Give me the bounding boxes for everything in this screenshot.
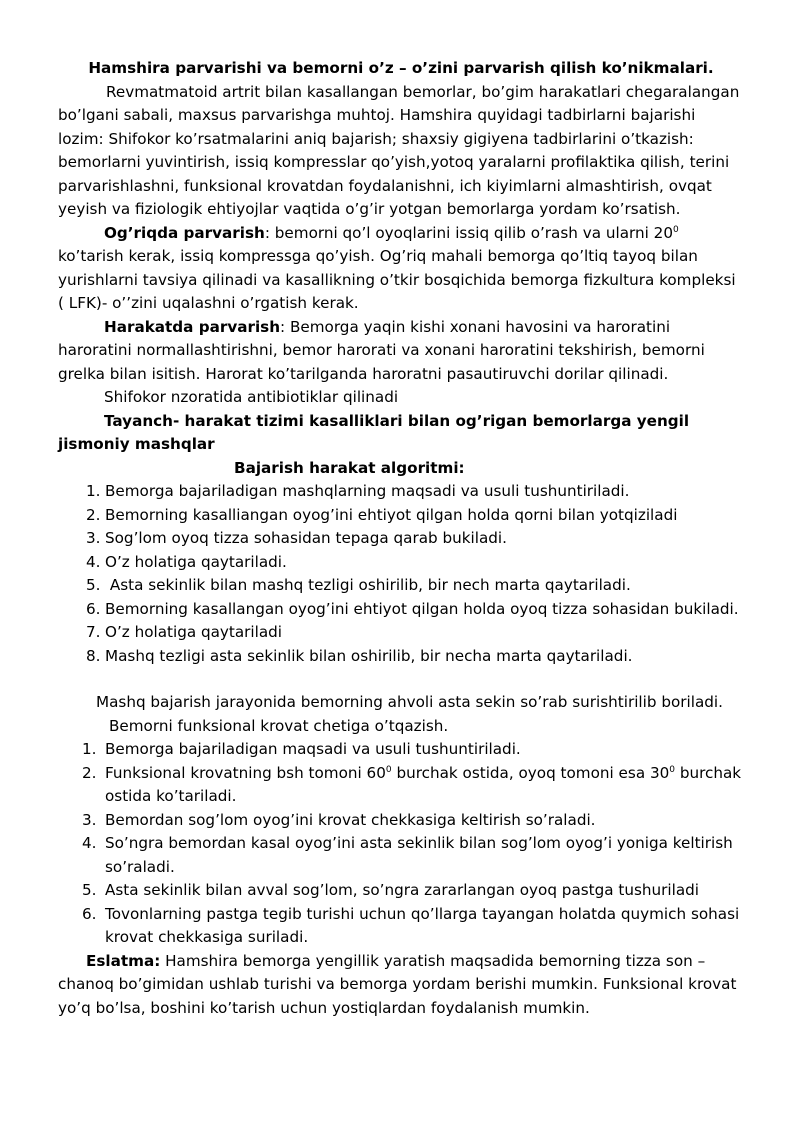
exercise-heading: Tayanch- harakat tizimi kasalliklari bilan og’rigan bemorlarga yengil jismoniy mashqlar xyxy=(58,411,690,453)
pain-care-paragraph xyxy=(58,222,744,316)
bed-steps-list xyxy=(58,738,744,950)
intro-paragraph: Revmatmatoid artrit bilan kasallangan bemorlar, bo’gim harakatlari chegaralangan bo’lgani sabali, maxsus parvarishga muhtoj. Hamshira quyidagi tadbirlarni bajarishi lozim: Shifokor ko’rsatmalarini aniq bajarish; shaxsiy gigiyena tadbirlarini o’tkazish: bemorlarni yuvintirish, issiq kompresslar qo’yish,yotoq yaralarni profilaktika qilish, terini parvarishlashni, funksional krovatdan foydalanishni, ich kiyimlarni almashtirish, ovqat yeyish va fiziologik ehtiyojlar vaqtida o’g’ir yotgan bemorlarga yordam ko’rsatish. xyxy=(58,82,740,218)
algorithm-title: Bajarish harakat algoritmi: xyxy=(234,458,465,477)
document-title: Hamshira parvarishi va bemorni o’z – o’zini parvarish qilish ko’nikmalari. xyxy=(88,59,714,77)
exercise-note: Mashq bajarish jarayonida bemorning ahvoli asta sekin so’rab surishtirilib boriladi. xyxy=(96,693,723,711)
list-item: 8. Mashq tezligi asta sekinlik bilan oshirilib, bir necha marta qaytariladi. xyxy=(86,646,633,665)
list-item: 5. Asta sekinlik bilan mashq tezligi oshirilib, bir nech marta qaytariladi. xyxy=(86,576,631,594)
pain-care-text-b: ko’tarish kerak, issiq kompressga qo’yish. Og’riq mahali bemorga qo’ltiq tayoq bilan yurishlarni tavsiya qilinadi va kasallikning o’tkir bosqichida bemorga fizkultura kompleksi ( LFK)- o’’zini uqalashni o’rgatish kerak. xyxy=(58,247,736,312)
list-item: 3. Sog’lom oyoq tizza sohasidan tepaga qarab bukiladi. xyxy=(86,529,507,547)
motion-care-paragraph xyxy=(58,316,744,387)
note-label: Eslatma: xyxy=(86,951,161,970)
list-item: 1. Bemorga bajariladigan maqsadi va usuli tushuntiriladi. xyxy=(82,740,521,758)
list-item: 7. O’z holatiga qaytariladi xyxy=(86,623,283,641)
degree-sign: 0 xyxy=(385,764,392,775)
list-item: 1. Bemorga bajariladigan mashqlarning maqsadi va usuli tushuntiriladi. xyxy=(86,482,630,500)
degree-sign: 0 xyxy=(669,764,676,775)
list-item: 6. Tovonlarning pastga tegib turishi uchun qo’llarga tayangan holatda quymich sohasi krovat chekkasiga suriladi. xyxy=(82,904,740,946)
list-item: 2. Funksional krovatning bsh tomoni $60^0$ burchak ostida, oyoq tomoni esa $30^0$ burchak ostida ko’tariladi. xyxy=(82,763,742,805)
list-item: 3. Bemordan sog’lom oyog’ini krovat chekkasiga keltirish so’raladi. xyxy=(82,810,596,829)
motion-care-text: : Bemorga yaqin kishi xonani havosini va haroratini haroratini normallashtirishni, bemor harorati va xonani haroratini tekshirish, bemorni grelka bilan isitish. Harorat ko’tarilganda haroratni pasautiruvchi dorilar qilinadi. xyxy=(58,317,705,383)
list-item: 6. Bemorning kasallangan oyog’ini ehtiyot qilgan holda oyoq tizza sohasidan bukiladi. xyxy=(86,599,739,618)
algorithm-list xyxy=(58,480,744,668)
pain-care-label: Og’riqda parvarish xyxy=(104,223,265,242)
pain-care-text-a: : bemorni qo’l oyoqlarini issiq qilib o’rash va ularni 20 xyxy=(264,223,673,242)
antibiotics-line: Shifokor nzoratida antibiotiklar qilinadi xyxy=(104,388,399,406)
note-text: Hamshira bemorga yengillik yaratish maqsadida bemorning tizza son – chanoq bo’gimidan ushlab turishi va bemorga yordam berishi mumkin. Funksional krovat yo’q bo’lsa, boshini ko’tarish uchun yostiqlardan foydalanish mumkin. xyxy=(58,951,737,1017)
list-item: 2. Bemorning kasalliangan oyog’ini ehtiyot qilgan holda qorni bilan yotqiziladi xyxy=(86,505,678,524)
list-item: 4. O’z holatiga qaytariladi. xyxy=(86,552,287,571)
spacer xyxy=(58,668,744,691)
list-item: 4. So’ngra bemordan kasal oyog’ini asta sekinlik bilan sog’lom oyog’i yoniga keltirish so’raladi. xyxy=(82,834,733,876)
motion-care-label: Harakatda parvarish xyxy=(104,317,281,336)
list-item: 5. Asta sekinlik bilan avval sog’lom, so’ngra zararlangan oyoq pastga tushuriladi xyxy=(82,881,699,899)
degree-sign: 0 xyxy=(672,224,679,235)
bed-heading: Bemorni funksional krovat chetiga o’tqazish. xyxy=(109,716,449,735)
note-paragraph xyxy=(58,950,744,1021)
